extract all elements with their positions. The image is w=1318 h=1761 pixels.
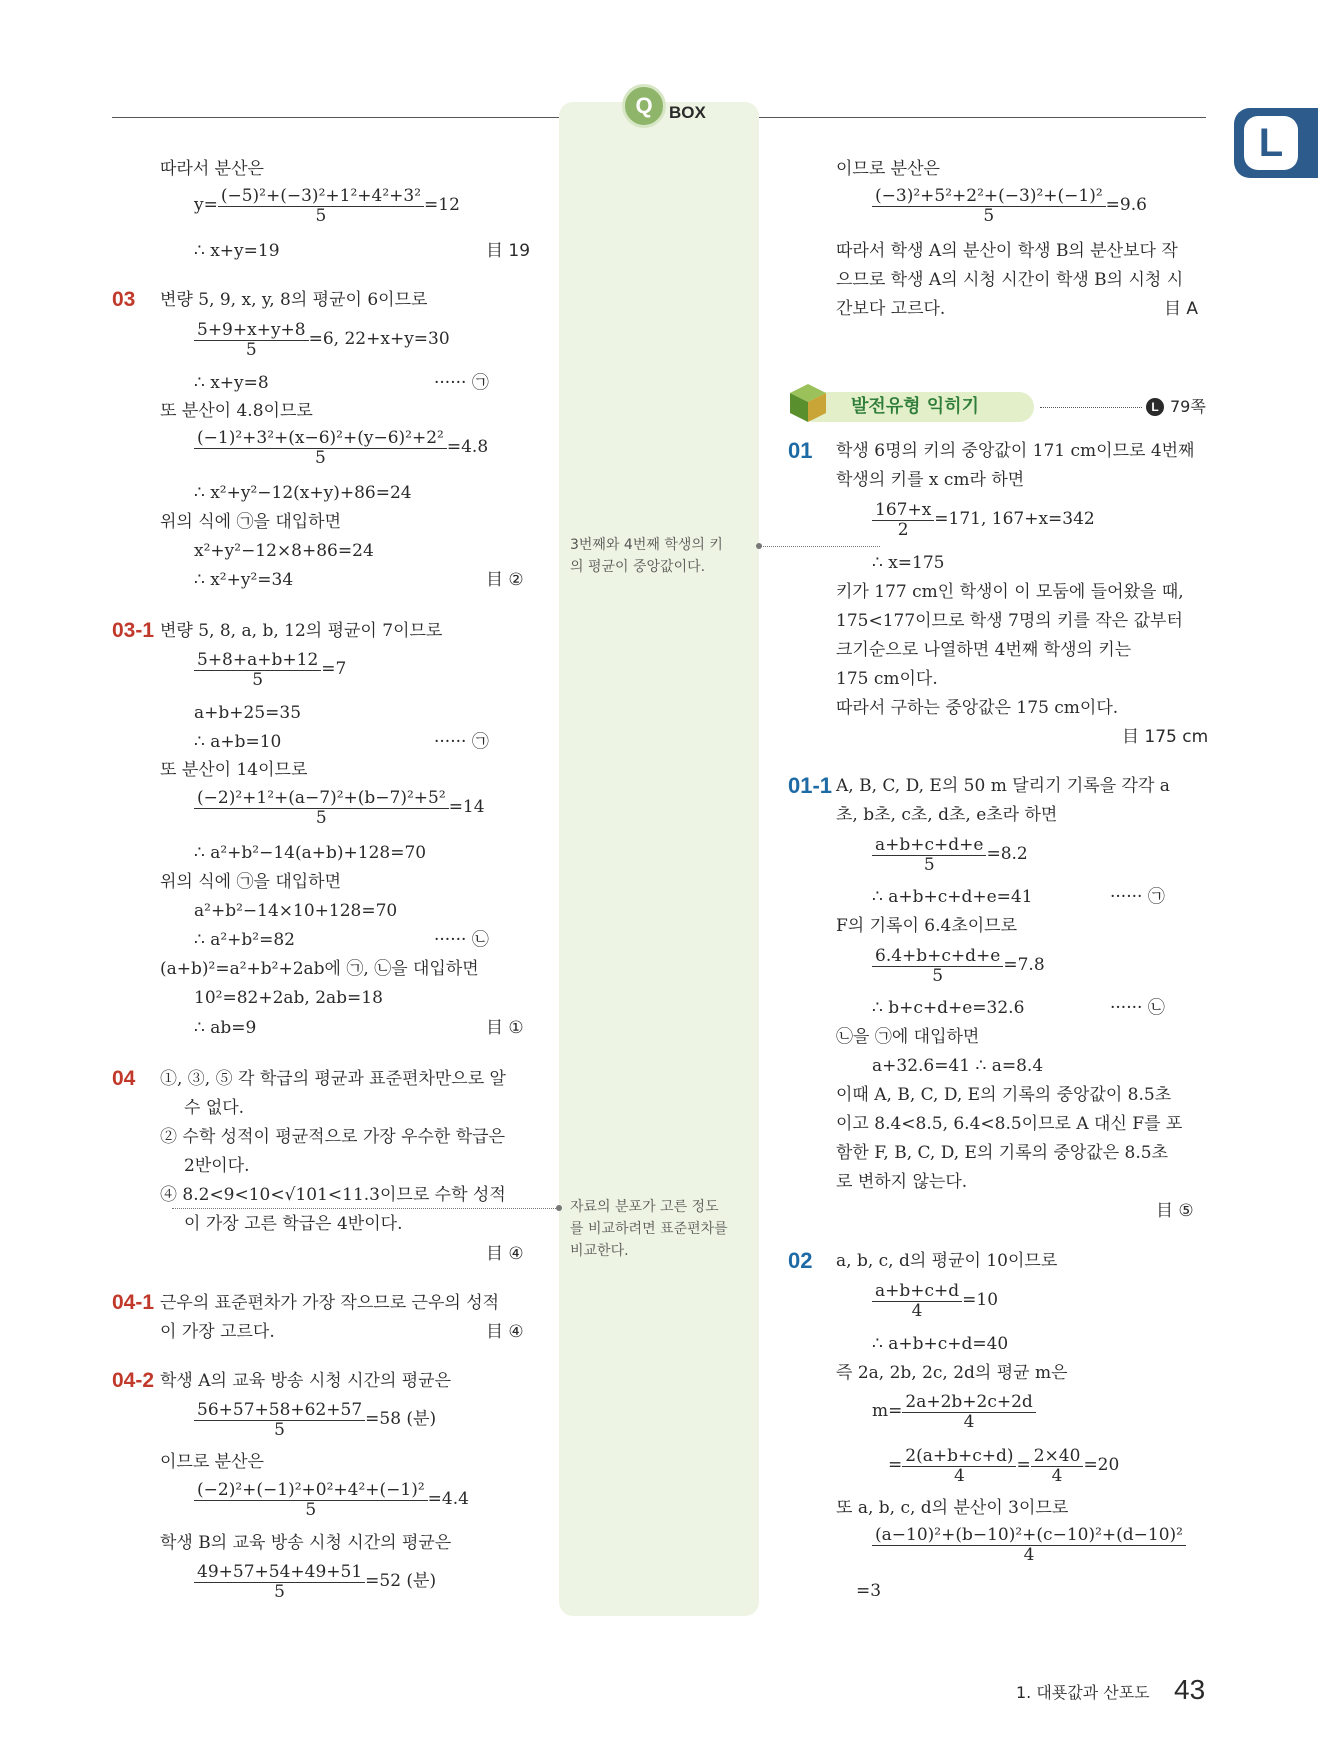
text-line: 이때 A, B, C, D, E의 기록의 중앙값이 8.5초: [836, 1085, 1172, 1105]
answer-mark: 目 ④: [486, 1244, 524, 1264]
text-line: 10²=82+2ab, 2ab=18: [194, 988, 383, 1008]
text-line: ④ 8.2<9<10<√101<11.3이므로 수학 성적: [160, 1185, 506, 1205]
problem-number: 04: [112, 1067, 136, 1090]
text-line: ······ ㉡: [434, 930, 489, 950]
answer-mark: 目 ①: [486, 1018, 524, 1038]
problem-number: 01: [788, 438, 813, 463]
header-rule-right: [758, 117, 1206, 118]
note-leader-line: [172, 1208, 558, 1209]
text-line: 학생 6명의 키의 중앙값이 171 cm이므로 4번째: [836, 441, 1195, 461]
text-line: 학생의 키를 x cm라 하면: [836, 470, 1025, 490]
side-note-stddev: 자료의 분포가 고른 정도 를 비교하려면 표준편차를 비교한다.: [570, 1199, 728, 1259]
text-line: ∴ x²+y²−12(x+y)+86=24: [194, 483, 412, 503]
formula: $\frac{5+9+x+y+8}{5}$ =6, 22+x+y=30: [194, 320, 450, 359]
text-line: ② 수학 성적이 평균적으로 가장 우수한 학급은: [160, 1127, 506, 1147]
text-line: a, b, c, d의 평균이 10이므로: [836, 1251, 1058, 1271]
text-line: ∴ b+c+d+e=32.6: [872, 998, 1025, 1018]
text-line: 이 가장 고르다.: [160, 1322, 275, 1342]
formula: = $\frac{2(a+b+c+d)}{4}$ = $\frac{2\times 40}{4}$ =20: [888, 1446, 1120, 1486]
text-line: ∴ a²+b²=82: [194, 930, 295, 950]
text-line: ∴ x+y=19: [194, 241, 280, 261]
text-line: 이고 8.4<8.5, 6.4<8.5이므로 A 대신 F를 포: [836, 1114, 1183, 1134]
cube-icon: [786, 380, 830, 424]
problem-number: 02: [788, 1248, 813, 1273]
formula: $\frac{49+57+54+49+51}{5}$ =52 (분): [194, 1562, 436, 1601]
text-line: 위의 식에 ㉠을 대입하면: [160, 872, 342, 892]
text-line: 175<177이므로 학생 7명의 키를 작은 값부터: [836, 611, 1183, 631]
text-line: 따라서 분산은: [160, 159, 264, 179]
text-line: 2반이다.: [184, 1156, 250, 1176]
formula: $\frac{\text{(−2)²+(−1)²+0²+4²+(−1)²}}{5}$ =4.4: [194, 1480, 469, 1519]
note-dot: [756, 543, 762, 549]
text-line: A, B, C, D, E의 50 m 달리기 기록을 각각 a: [836, 776, 1170, 796]
text-line: 키가 177 cm인 학생이 이 모둠에 들어왔을 때,: [836, 582, 1184, 602]
text-line: 따라서 구하는 중앙값은 175 cm이다.: [836, 698, 1119, 718]
formula: $\frac{\text{(−1)²+3²+(x−6)²+(y−6)²+2²}}{5}$ =4.8: [194, 428, 488, 467]
problem-number: 03: [112, 288, 136, 311]
text-line: (a+b)²=a²+b²+2ab에 ㉠, ㉡을 대입하면: [160, 959, 479, 979]
text-line: 175 cm이다.: [836, 669, 938, 689]
text-line: 이므로 분산은: [836, 159, 940, 179]
text-line: ∴ x=175: [872, 553, 945, 573]
text-line: 또 분산이 4.8이므로: [160, 401, 313, 421]
text-line: ······ ㉡: [1110, 998, 1165, 1018]
formula: $\frac{56+57+58+62+57}{5}$ =58 (분): [194, 1400, 436, 1439]
problem-number: 04-1: [112, 1291, 155, 1314]
text-line: 이 가장 고른 학급은 4반이다.: [184, 1214, 403, 1234]
formula: y= $\frac{\text{(−5)²+(−3)²+1²+4²+3²}}{5}$ =12: [194, 186, 460, 226]
section-page-ref: 79쪽: [1170, 397, 1206, 416]
text-line: 따라서 학생 A의 분산이 학생 B의 분산보다 작: [836, 241, 1178, 261]
text-line: x²+y²−12×8+86=24: [194, 541, 374, 561]
header-rule-left: [112, 117, 560, 118]
text-line: a+32.6=41 ∴ a=8.4: [872, 1056, 1044, 1076]
text-line: 으므로 학생 A의 시청 시간이 학생 B의 시청 시: [836, 270, 1184, 290]
text-line: 크기순으로 나열하면 4번째 학생의 키는: [836, 640, 1132, 660]
formula: $\frac{\text{(a−10)²+(b−10)²+(c−10)²+(d−10)²}}{4}$: [872, 1525, 1186, 1564]
text-line: F의 기록이 6.4초이므로: [836, 916, 1018, 936]
l-badge: L: [1244, 116, 1298, 170]
answer-mark: 目 A: [1164, 299, 1199, 319]
text-line: a+b+25=35: [194, 703, 302, 723]
problem-number: 03-1: [112, 619, 155, 642]
text-line: 변량 5, 8, a, b, 12의 평균이 7이므로: [160, 621, 443, 641]
text-line: a²+b²−14×10+128=70: [194, 901, 398, 921]
problem-number: 04-2: [112, 1369, 155, 1392]
answer-mark: 目 175 cm: [1122, 727, 1209, 747]
formula: $\frac{a+b+c+d+e}{5}$ =8.2: [872, 835, 1028, 874]
answer-mark: 目 19: [486, 241, 531, 261]
footer-chapter: 1. 대푯값과 산포도: [1016, 1683, 1150, 1702]
qbox-label: BOX: [669, 103, 706, 122]
text-line: ······ ㉠: [1110, 887, 1165, 907]
text-line: ∴ a²+b²−14(a+b)+128=70: [194, 843, 427, 863]
qbox-badge: Q: [622, 84, 666, 128]
section-dotted-rule: [1040, 407, 1142, 408]
text-line: ∴ x+y=8: [194, 373, 269, 393]
text-line: 변량 5, 9, x, y, 8의 평균이 6이므로: [160, 290, 428, 310]
text-line: 또 a, b, c, d의 분산이 3이므로: [836, 1498, 1069, 1518]
answer-mark: 目 ②: [486, 570, 524, 590]
page-ref-icon: L: [1146, 398, 1164, 416]
answer-mark: 目 ⑤: [1156, 1201, 1194, 1221]
note-leader-line: [760, 546, 880, 547]
text-line: 이므로 분산은: [160, 1452, 264, 1472]
text-line: 또 분산이 14이므로: [160, 760, 308, 780]
section-title: 발전유형 익히기: [851, 396, 979, 417]
formula: $\frac{\text{(−3)²+5²+2²+(−3)²+(−1)²}}{5}$ =9.6: [872, 186, 1147, 225]
text-line: ∴ x²+y²=34: [194, 570, 294, 590]
side-note-median: 3번째와 4번째 학생의 키 의 평균이 중앙값이다.: [570, 537, 723, 575]
text-line: 초, b초, c초, d초, e초라 하면: [836, 805, 1058, 825]
text-line: 학생 B의 교육 방송 시청 시간의 평균은: [160, 1533, 452, 1553]
text-line: 수 없다.: [184, 1098, 245, 1118]
formula: $\frac{5+8+a+b+12}{5}$ =7: [194, 650, 346, 689]
text-line: =3: [856, 1581, 882, 1601]
text-line: ①, ③, ⑤ 각 학급의 평균과 표준편차만으로 알: [160, 1069, 506, 1089]
qbox-panel: [559, 102, 759, 1616]
formula: $\frac{a+b+c+d}{4}$ =10: [872, 1281, 998, 1320]
text-line: ······ ㉠: [434, 732, 489, 752]
text-line: 즉 2a, 2b, 2c, 2d의 평균 m은: [836, 1363, 1068, 1383]
formula: $\frac{167+x}{2}$ =171, 167+x=342: [872, 500, 1095, 539]
text-line: ∴ a+b+c+d=40: [872, 1334, 1009, 1354]
text-line: 근우의 표준편차가 가장 작으므로 근우의 성적: [160, 1293, 500, 1313]
text-line: 위의 식에 ㉠을 대입하면: [160, 512, 342, 532]
answer-mark: 目 ④: [486, 1322, 524, 1342]
text-line: ㉡을 ㉠에 대입하면: [836, 1027, 980, 1047]
text-line: 학생 A의 교육 방송 시청 시간의 평균은: [160, 1371, 452, 1391]
text-line: ∴ a+b+c+d+e=41: [872, 887, 1033, 907]
text-line: 로 변하지 않는다.: [836, 1172, 968, 1192]
text-line: ∴ ab=9: [194, 1018, 257, 1038]
note-dot: [556, 1205, 562, 1211]
text-line: 간보다 고르다.: [836, 299, 946, 319]
formula: $\frac{6.4+b+c+d+e}{5}$ =7.8: [872, 946, 1045, 985]
problem-number: 01-1: [788, 773, 833, 798]
text-line: 함한 F, B, C, D, E의 기록의 중앙값은 8.5초: [836, 1143, 1168, 1163]
page-number: 43: [1174, 1674, 1206, 1705]
formula: m= $\frac{2a+2b+2c+2d}{4}$: [872, 1392, 1036, 1431]
formula: $\frac{\text{(−2)²+1²+(a−7)²+(b−7)²+5²}}{5}$ =14: [194, 788, 485, 827]
text-line: ∴ a+b=10: [194, 732, 282, 752]
text-line: ······ ㉠: [434, 373, 489, 393]
